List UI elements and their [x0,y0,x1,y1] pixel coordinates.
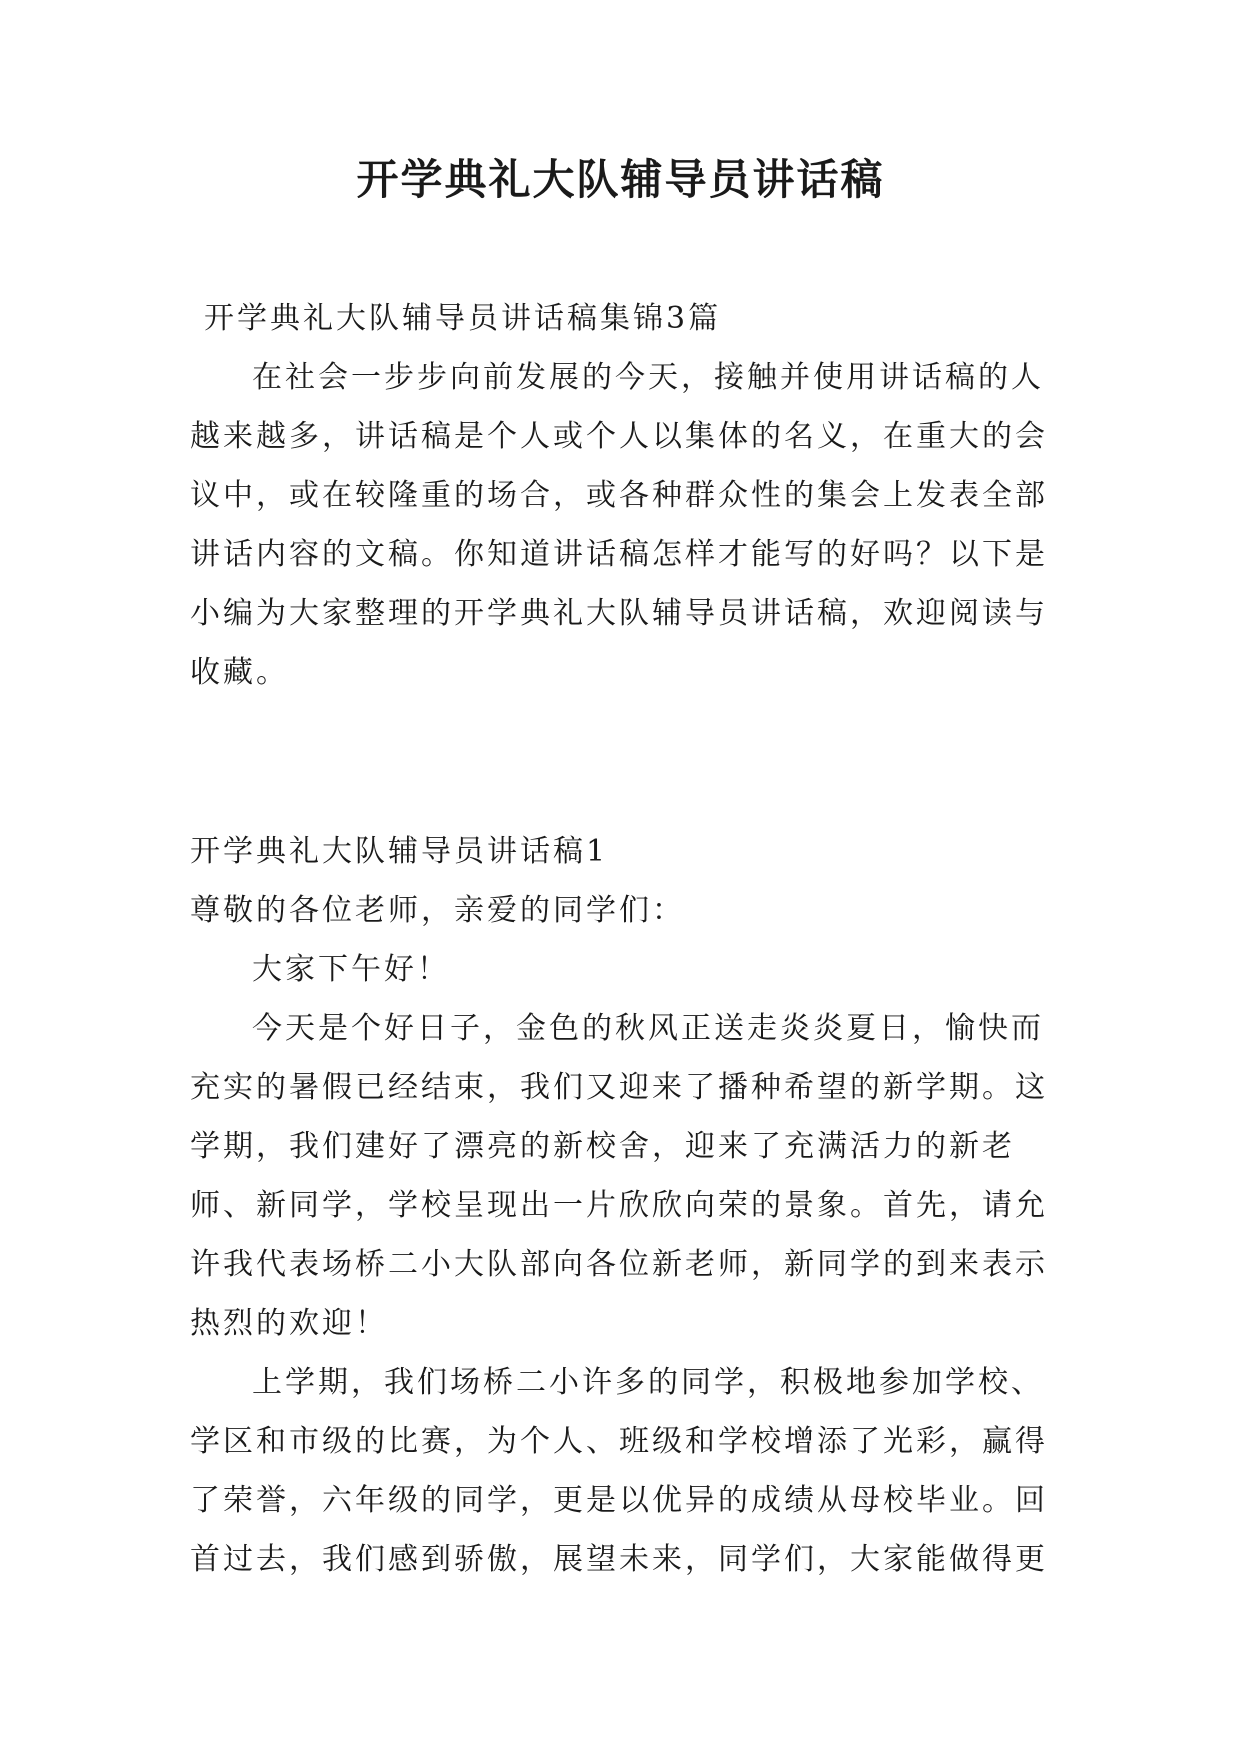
section-spacer [190,702,1050,822]
document-body [190,289,1050,1589]
body-paragraph-2: 上学期，我们场桥二小许多的同学，积极地参加学校、学区和市级的比赛，为个人、班级和学校增添了光彩，赢得了荣誉，六年级的同学，更是以优异的成绩从母校毕业。回首过去，我们感到骄傲，展望未来，同学们，大家能做得更 [190,1365,1048,1577]
intro-paragraph: 在社会一步步向前发展的今天，接触并使用讲话稿的人越来越多，讲话稿是个人或个人以集体的名义，在重大的会议中，或在较隆重的场合，或各种群众性的集会上发表全部讲话内容的文稿。你知道讲话稿怎样才能写的好吗？以下是小编为大家整理的开学典礼大队辅导员讲话稿，欢迎阅读与收藏。 [190,360,1048,690]
section-heading: 开学典礼大队辅导员讲话稿1 [190,834,609,869]
body-paragraph-1: 今天是个好日子，金色的秋风正送走炎炎夏日，愉快而充实的暑假已经结束，我们又迎来了播种希望的新学期。这学期，我们建好了漂亮的新校舍，迎来了充满活力的新老师、新同学，学校呈现出一片欣欣向荣的景象。首先，请允许我代表场桥二小大队部向各位新老师，新同学的到来表示热烈的欢迎！ [190,1011,1048,1341]
greeting: 大家下午好！ [252,952,450,987]
document-subtitle: 开学典礼大队辅导员讲话稿集锦3篇 [204,301,722,336]
document-title: 开学典礼大队辅导员讲话稿 [356,155,885,204]
salutation: 尊敬的各位老师，亲爱的同学们： [190,893,685,928]
